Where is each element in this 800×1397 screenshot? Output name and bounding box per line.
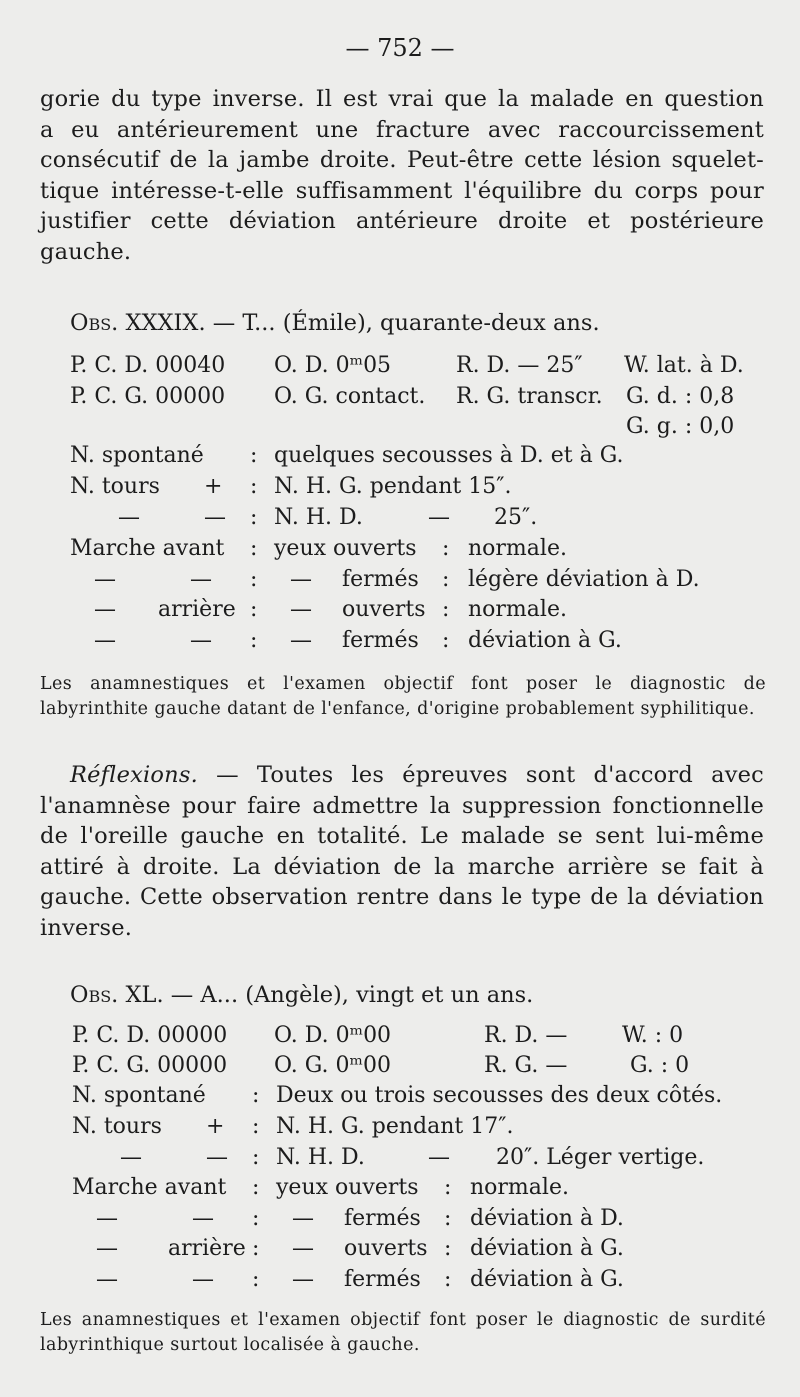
colon: :	[444, 1236, 452, 1261]
yeux-ouverts: yeux ouverts	[274, 536, 417, 561]
n-spont-value: quelques secousses à D. et à G.	[274, 443, 624, 468]
plus-sign: +	[204, 474, 223, 499]
text-line: gorie du type inverse. Il est vrai que la malade en question	[40, 86, 764, 112]
colon: :	[252, 1145, 260, 1170]
colon: :	[252, 1083, 260, 1108]
ditto-dash: —	[290, 628, 312, 653]
arriere: arrière	[158, 597, 236, 622]
n-hd: N. H. D.	[274, 505, 363, 530]
fermes: fermés	[344, 1267, 421, 1292]
obs-heading-text: XXXIX. — T... (Émile), quarante-deux ans.	[125, 310, 600, 336]
colon: :	[444, 1206, 452, 1231]
pcg: P. C. G. 00000	[70, 384, 226, 409]
colon: :	[442, 628, 450, 653]
ouverts: ouverts	[344, 1236, 428, 1261]
obs-heading-text: XL. — A... (Angèle), vingt et un ans.	[125, 982, 534, 1008]
result-4: déviation à G.	[470, 1267, 624, 1292]
result-2: déviation à D.	[470, 1206, 624, 1231]
result-3: déviation à G.	[470, 1236, 624, 1261]
ditto-dash: —	[94, 628, 116, 653]
ditto-dash: —	[120, 1145, 142, 1170]
n-spont-value: Deux ou trois secousses des deux côtés.	[276, 1083, 723, 1108]
reflexions-first-line: — Toutes les épreuves sont d'accord avec	[197, 762, 764, 788]
og: O. G. 0ᵐ00	[274, 1053, 391, 1078]
pcd: P. C. D. 00040	[70, 353, 226, 378]
text-line: a eu antérieurement une fracture avec raccourcissement	[40, 116, 764, 143]
ditto-dash: —	[96, 1236, 118, 1261]
od: O. D. 0ᵐ00	[274, 1023, 392, 1048]
og: O. G. contact.	[274, 384, 426, 409]
rd: R. D. —	[484, 1023, 568, 1048]
reflexions-paragraph	[40, 760, 764, 943]
colon: :	[442, 567, 450, 592]
text-line: consécutif de la jambe droite. Peut-être cette lésion squelet-	[40, 147, 764, 173]
intro-paragraph	[40, 84, 764, 267]
od: O. D. 0ᵐ05	[274, 353, 392, 378]
ditto-dash: —	[192, 1267, 214, 1292]
n-spont-label: N. spontané	[70, 443, 204, 468]
result-1: normale.	[470, 1175, 569, 1200]
colon: :	[250, 443, 258, 468]
g: G. : 0	[630, 1053, 690, 1078]
pcg: P. C. G. 00000	[72, 1053, 228, 1078]
ditto-dash: —	[96, 1206, 118, 1231]
ditto-dash: —	[118, 505, 140, 530]
colon: :	[252, 1175, 260, 1200]
result-4: déviation à G.	[468, 628, 622, 653]
w: W. : 0	[622, 1023, 684, 1048]
ditto-dash: —	[204, 505, 226, 530]
rd: R. D. — 25″	[456, 353, 583, 378]
text-line: l'anamnèse pour faire admettre la suppression fonctionnelle	[40, 792, 764, 819]
n-tours-value: N. H. G. pendant 15″.	[274, 474, 512, 499]
arriere: arrière	[168, 1236, 246, 1261]
n-hd: N. H. D.	[276, 1145, 365, 1170]
n-tours-value: N. H. G. pendant 17″.	[276, 1114, 514, 1139]
obs39-conclusion: Les anamnestiques et l'examen objectif font poser le diagnostic de labyrinthite gauche datant de l'enfance, d'origine probablement syphilitique.	[40, 674, 766, 719]
n-spont-label: N. spontané	[72, 1083, 206, 1108]
ditto-dash: —	[292, 1236, 314, 1261]
pcd: P. C. D. 00000	[72, 1023, 228, 1048]
marche-avant: Marche avant	[70, 536, 225, 561]
fermes: fermés	[342, 567, 419, 592]
text-line: tique intéresse-t-elle suffisamment l'équilibre du corps pour	[40, 177, 764, 204]
plus-sign: +	[206, 1114, 225, 1139]
fermes: fermés	[344, 1206, 421, 1231]
colon: :	[252, 1206, 260, 1231]
ditto-dash: —	[428, 1145, 450, 1170]
colon: :	[442, 536, 450, 561]
rg: R. G. —	[484, 1053, 568, 1078]
ditto-dash: —	[192, 1206, 214, 1231]
n-hd-time: 25″.	[494, 505, 538, 530]
ditto-dash: —	[292, 1267, 314, 1292]
obs-label: Obs.	[70, 982, 119, 1008]
ditto-dash: —	[292, 1206, 314, 1231]
colon: :	[252, 1114, 260, 1139]
fermes: fermés	[342, 628, 419, 653]
obs40-conclusion: Les anamnestiques et l'examen objectif font poser le diagnostic de surdité labyrinthique surtout localisée à gauche.	[40, 1310, 766, 1355]
colon: :	[252, 1267, 260, 1292]
text-line: gauche. Cette observation rentre dans le type de la déviation	[40, 884, 764, 910]
ditto-dash: —	[96, 1267, 118, 1292]
ditto-dash: —	[190, 567, 212, 592]
n-tours-label: N. tours	[72, 1114, 162, 1139]
result-1: normale.	[468, 536, 567, 561]
text-line: inverse.	[40, 914, 133, 941]
result-2: légère déviation à D.	[468, 567, 700, 592]
colon: :	[444, 1267, 452, 1292]
colon: :	[250, 474, 258, 499]
obs40-heading	[70, 982, 533, 1008]
gd: G. d. : 0,8	[626, 384, 735, 409]
text-line: justifier cette déviation antérieure droite et postérieure	[40, 208, 764, 234]
colon: :	[250, 536, 258, 561]
result-3: normale.	[468, 597, 567, 622]
obs39-heading	[70, 310, 600, 336]
colon: :	[250, 567, 258, 592]
wlat: W. lat. à D.	[624, 353, 744, 378]
colon: :	[252, 1236, 260, 1261]
marche-avant: Marche avant	[72, 1175, 227, 1200]
reflexions-label: Réflexions.	[70, 762, 198, 788]
colon: :	[250, 597, 258, 622]
text-line: gauche.	[40, 238, 132, 265]
rg: R. G. transcr.	[456, 384, 603, 409]
ditto-dash: —	[290, 597, 312, 622]
ouverts: ouverts	[342, 597, 426, 622]
n-tours-label: N. tours	[70, 474, 160, 499]
ditto-dash: —	[428, 505, 450, 530]
ditto-dash: —	[290, 567, 312, 592]
page-number: — 752 —	[345, 34, 455, 62]
colon: :	[444, 1175, 452, 1200]
obs-label: Obs.	[70, 310, 119, 336]
gg: G. g. : 0,0	[626, 414, 735, 439]
ditto-dash: —	[190, 628, 212, 653]
n-hd-time: 20″. Léger vertige.	[496, 1145, 705, 1170]
colon: :	[442, 597, 450, 622]
text-line	[40, 760, 764, 791]
colon: :	[250, 505, 258, 530]
ditto-dash: —	[94, 597, 116, 622]
text-line: de l'oreille gauche en totalité. Le malade se sent lui-même	[40, 823, 764, 849]
colon: :	[250, 628, 258, 653]
ditto-dash: —	[94, 567, 116, 592]
yeux-ouverts: yeux ouverts	[276, 1175, 419, 1200]
text-line: attiré à droite. La déviation de la marche arrière se fait à	[40, 853, 764, 880]
ditto-dash: —	[206, 1145, 228, 1170]
